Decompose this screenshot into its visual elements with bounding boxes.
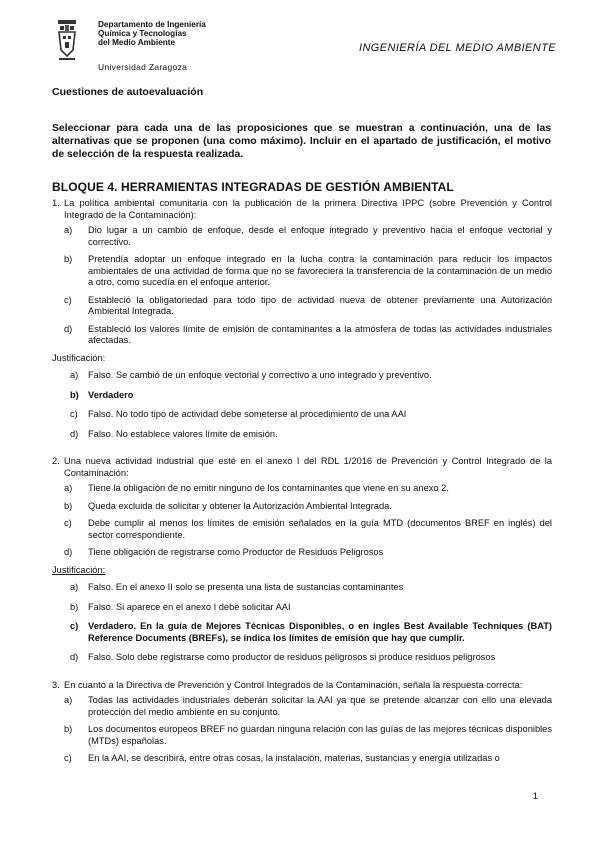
question-number: 1. bbox=[52, 198, 60, 208]
answer bbox=[70, 652, 552, 664]
answer bbox=[70, 370, 552, 382]
answer-letter: a) bbox=[70, 582, 79, 592]
page-number: 1 bbox=[532, 791, 538, 802]
question bbox=[52, 680, 552, 692]
option bbox=[64, 501, 552, 513]
answer bbox=[70, 390, 552, 402]
answer-text: Falso. En el anexo II solo se presenta una lista de sustancias contaminantes bbox=[88, 582, 404, 592]
department-line: Departamento de Ingeniería bbox=[98, 20, 206, 29]
answer-letter: a) bbox=[70, 370, 79, 380]
answer-text: Verdadero. En la guía de Mejores Técnicas Disponibles, o en ingles Best Available Techniques (BAT) Reference Documents (BREFs), se indica los límites de emisión que hay que cumplir. bbox=[88, 621, 552, 643]
answer bbox=[70, 429, 552, 441]
answer-letter: b) bbox=[70, 601, 79, 612]
answer bbox=[70, 409, 552, 421]
answer-letter: d) bbox=[70, 428, 79, 439]
justification-label: Justificación: bbox=[52, 352, 106, 363]
option-text: Estableció los valores límite de emisión de contaminantes a la atmósfera de todas las actividades industriales afectadas. bbox=[88, 323, 552, 345]
course-title: INGENIERÍA DEL MEDIO AMBIENTE bbox=[358, 42, 556, 54]
option-text: Estableció la obligatoriedad para todo tipo de actividad nueva de obtener previamente una Autorización Ambiental Integrada. bbox=[88, 294, 552, 316]
option-text: Tiene obligación de registrarse como Productor de Residuos Peligrosos bbox=[88, 547, 384, 557]
section-title: Cuestiones de autoevaluación bbox=[52, 86, 204, 98]
option-letter: a) bbox=[64, 483, 73, 493]
department-line: del Medio Ambiente bbox=[98, 38, 176, 47]
department-line: Química y Tecnologías bbox=[98, 29, 187, 38]
option-text: Tiene la obligación de no emitir ninguno de los contaminantes que viene en su anexo 2. bbox=[88, 483, 449, 493]
option bbox=[64, 295, 552, 318]
answer-letter: c) bbox=[70, 409, 78, 419]
option bbox=[64, 547, 552, 559]
option-text: Debe cumplir al menos los límites de emisión señalados en la guía MTD (documentos BREF en inglés) del sector correspondiente. bbox=[88, 518, 552, 540]
option-letter: a) bbox=[64, 695, 73, 705]
university-crest-icon bbox=[56, 18, 78, 62]
option-letter: a) bbox=[64, 225, 73, 235]
answer-letter: d) bbox=[70, 652, 79, 662]
option-letter: b) bbox=[64, 724, 73, 734]
option-text: Queda excluida de solicitar y obtener la Autorización Ambiental Integrada. bbox=[88, 500, 392, 511]
option-text: En la AAI, se describirá, entre otras cosas, la instalación, materias, sustancias y energía utilizadas o bbox=[88, 753, 500, 763]
department-name bbox=[98, 20, 206, 47]
questions-list bbox=[52, 198, 552, 771]
question-number: 2. bbox=[52, 456, 60, 466]
question-text: En cuanto a la Directiva de Prevención y Control Integrados de la Contaminación, señala la respuesta correcta: bbox=[64, 679, 523, 690]
option bbox=[64, 753, 552, 765]
question bbox=[52, 198, 552, 221]
option-letter: b) bbox=[64, 500, 73, 511]
question-number: 3. bbox=[52, 679, 60, 690]
option-letter: c) bbox=[64, 753, 72, 763]
option bbox=[64, 483, 552, 495]
option-text: Los documentos europeos BREF no guardan ninguna relación con las guías de las mejores técnicas disponibles (MTDs) españolas. bbox=[88, 724, 552, 746]
option-letter: c) bbox=[64, 294, 72, 305]
answer-text: Falso. Solo debe registrarse como productor de residuos peligrosos si produce residuos peligrosos bbox=[88, 652, 496, 662]
option bbox=[64, 324, 552, 347]
question bbox=[52, 456, 552, 479]
instructions: Seleccionar para cada una de las proposiciones que se muestran a continuación, una de las alternativas que se proponen (una como máximo). Incluir en el apartado de justificación, el motivo de selección de la respuesta realizada. bbox=[52, 123, 551, 160]
option-letter: c) bbox=[64, 518, 72, 528]
answer-text: Falso. No establece valores límite de emisión. bbox=[88, 428, 278, 439]
option-text: Pretendía adoptar un enfoque integrado en la lucha contra la contaminación para reducir los impactos ambientales de una actividad de forma que no se favoreciera la transferencia de la contaminación de un medio a otro, como sucedía en el enfoque anterior. bbox=[88, 254, 552, 287]
question-text: La política ambiental comunitaria con la publicación de la primera Directiva IPPC (sobre Prevención y Control Integrado de la Contaminación): bbox=[64, 198, 552, 220]
block-title: BLOQUE 4. HERRAMIENTAS INTEGRADAS DE GESTIÓN AMBIENTAL bbox=[52, 180, 454, 194]
university-name: Universidad Zaragoza bbox=[98, 62, 188, 72]
page-header bbox=[56, 16, 556, 76]
option-letter: b) bbox=[64, 254, 73, 264]
answer bbox=[70, 621, 552, 644]
answer bbox=[70, 582, 552, 594]
option bbox=[64, 225, 552, 248]
option bbox=[64, 724, 552, 747]
answer-letter: b) bbox=[70, 389, 79, 400]
justification-label: Justificación: bbox=[52, 564, 106, 575]
answer-text: Falso. Si aparece en el anexo I debe solicitar AAI bbox=[88, 601, 291, 612]
option bbox=[64, 254, 552, 289]
answer-letter: c) bbox=[70, 621, 79, 631]
answer-text: Falso. Se cambió de un enfoque vectorial y correctivo a uno integrado y preventivo. bbox=[88, 370, 432, 380]
answer-text: Verdadero bbox=[88, 389, 134, 400]
option bbox=[64, 518, 552, 541]
option bbox=[64, 695, 552, 718]
option-letter: d) bbox=[64, 547, 73, 557]
answer bbox=[70, 602, 552, 614]
option-text: Todas las actividades industriales deberán solicitar la AAI ya que se pretende alcanzar con ello una elevada protección del medio ambiente en su conjunto. bbox=[88, 695, 552, 717]
option-letter: d) bbox=[64, 323, 73, 334]
answer-text: Falso. No todo tipo de actividad debe someterse al procedimiento de una AAI bbox=[88, 409, 407, 419]
question-text: Una nueva actividad industrial que esté en el anexo I del RDL 1/2016 de Prevención y Control Integrado de la Contaminación: bbox=[64, 456, 552, 478]
option-text: Dio lugar a un cambio de enfoque, desde el enfoque integrado y preventivo hacia el enfoque vectorial y correctivo. bbox=[88, 225, 552, 247]
